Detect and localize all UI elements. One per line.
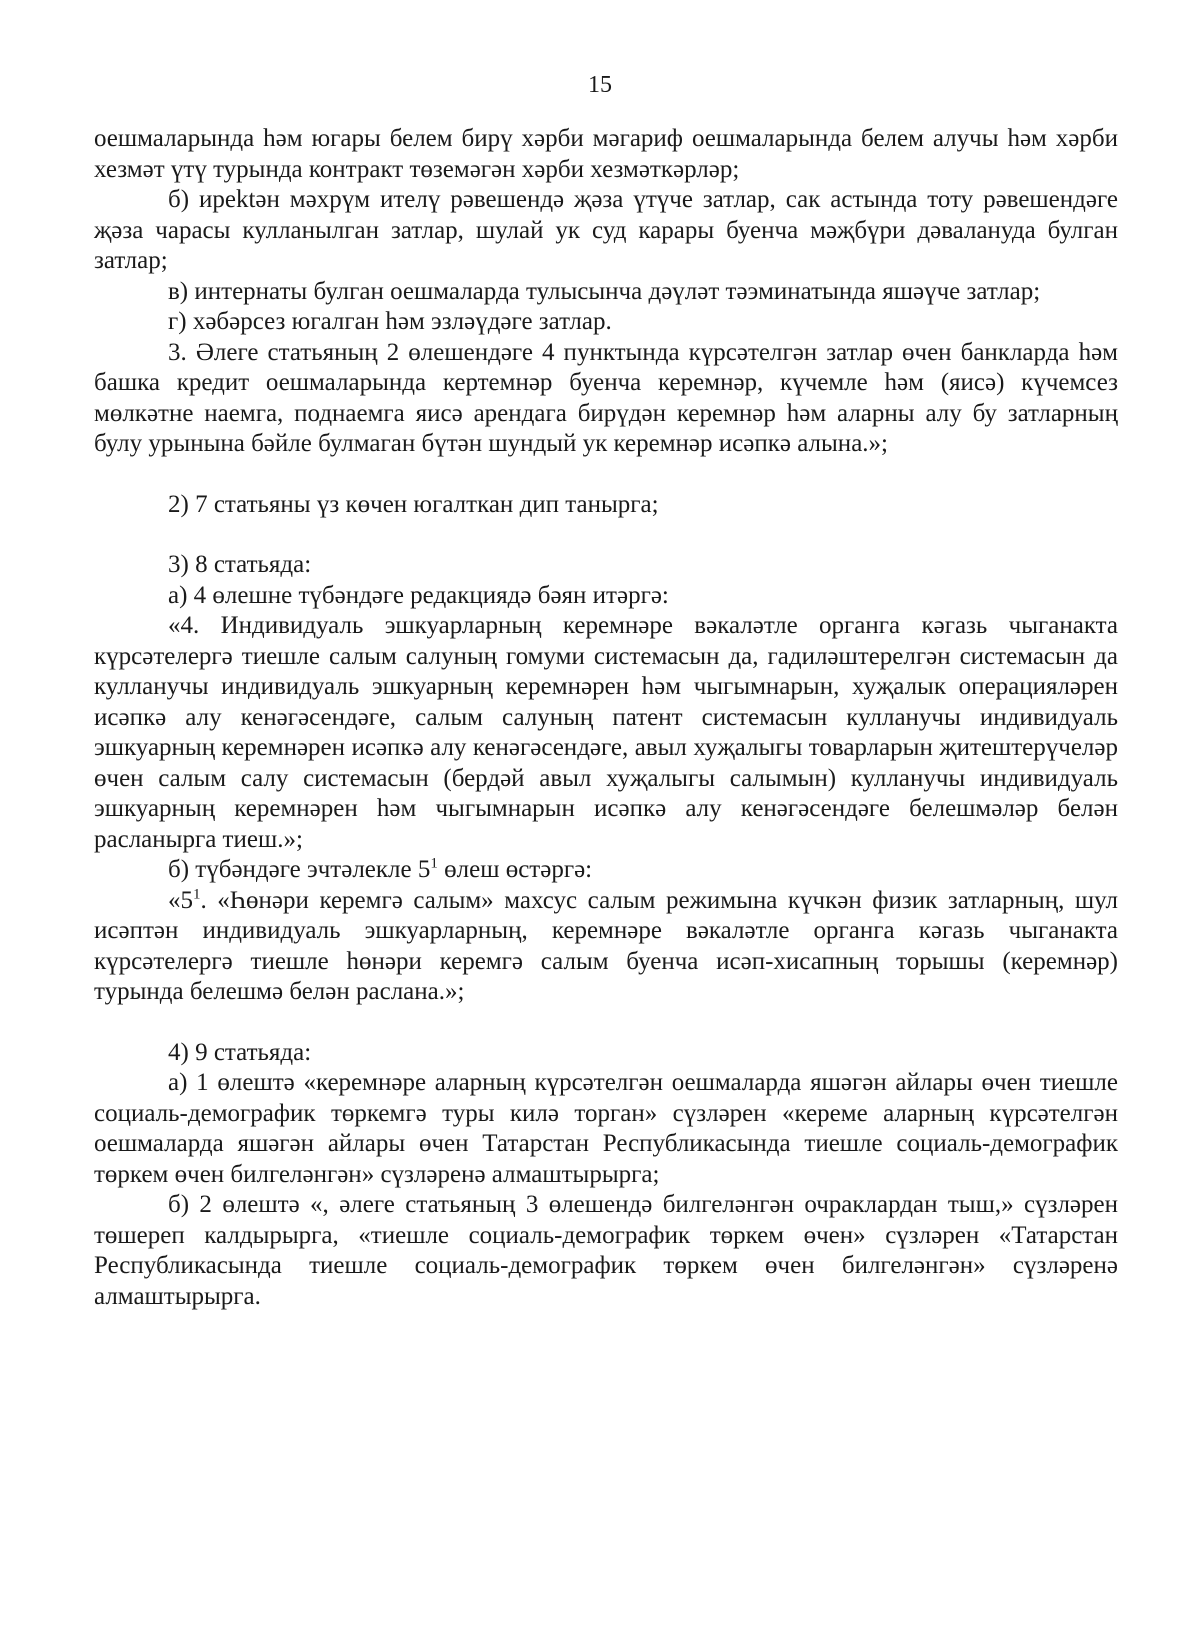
paragraph-quote-5-1 <box>94 886 1118 1008</box>
text-fragment: «5 <box>168 886 193 914</box>
paragraph-item-v: в) интернаты булган оешмаларда тулысынча дәүләт тәэминатында яшәүче затлар; <box>168 277 1041 305</box>
paragraph-item-b: б) ирektән мәхрүм ителү рәвешендә җәза үтүче затлар, сак астында тоту рәвешендәге җәза чарасы кулланылган затлар, шулай ук суд карары буенча мәҗбүри дәваланудa булган затлар; <box>94 186 1118 274</box>
paragraph-gap <box>94 460 1118 490</box>
paragraph-point-3: 3) 8 статьяда: <box>168 551 312 578</box>
text-fragment: өлеш өстәргә: <box>437 856 593 883</box>
superscript: 1 <box>430 855 438 872</box>
paragraph-gap <box>94 520 1118 550</box>
paragraph-point-2: 2) 7 статьяны үз көчен югалткан дип танырга; <box>168 490 659 518</box>
paragraph-quote-4: «4. Индивидуаль эшкуарларның керемнәре вәкаләтле органга кәгазь чыганакта күрсәтелергә тиешле салым салуның гомуми системасын да, гадиләштерелгән системасын да кулланучы индивидуаль эшкуарның керемнәрен һәм чыгымнарын, хуҗалык операцияләрен исәпкә алу кенәгәсендәге, салым салуның патент системасын кулланучы индивидуаль эшкуарның керемнәрен исәпкә алу кенәгәсендәге, авыл хуҗалыгы товарларын җитештерүчеләр өчен салым салу системасын (бердәй авыл хуҗалыгы салымын) кулланучы индивидуаль эшкуарның керемнәрен һәм чыгымнарын исәпкә алу кенәгәсендәге белешмәләр белән расланырга тиеш.»; <box>94 612 1118 853</box>
paragraph-sub-a: а) 4 өлешне түбәндәге редакциядә бәян итәргә: <box>168 581 669 609</box>
paragraph-continuation: оешмаларында һәм югары белем бирү хәрби мәгариф оешмаларында белем алучы һәм хәрби хезмәт үтү турында контракт төземәгән хәрби хезмәткәрләр; <box>94 125 1118 183</box>
page-number: 15 <box>588 72 612 98</box>
paragraph-point-4: 4) 9 статьяда: <box>168 1038 312 1066</box>
paragraph-sub-a-9: а) 1 өлештә «керемнәре аларның күрсәтелгән оешмаларда яшәгән айлары өчен тиешле социаль-демографик төркемгә туры килә торган» сүзләрен «кереме аларның күрсәтелгән оешмаларда яшәгән айлары өчен Татарстан Республикасында тиешле социаль-демографик төркем өчен билгеләнгән» сүзләренә алмаштырырга; <box>94 1069 1118 1188</box>
paragraph-item-g: г) хәбәрсез югалган һәм эзләүдәге затлар. <box>168 308 612 335</box>
paragraph-gap <box>94 1008 1118 1038</box>
paragraph-part-3: 3. Әлеге статьяның 2 өлешендәге 4 пунктында күрсәтелгән затлар өчен банкларда һәм башка кредит оешмаларында кертемнәр буенча керемнәр, күчемле һәм (яисә) күчемсез мөлкәтне наемга, поднаемга яисә арендага бирүдән керемнәр һәм аларны алу бу затларның булу урынына бәйле булмаган бүтән шундый ук керемнәр исәпкә алына.»; <box>94 338 1118 457</box>
text-fragment: . «Һөнәри керемгә салым» махсус салым режимына күчкән физик затларның, шул исәптән индивидуаль эшкуарларның, керемнәре вәкаләтле органга кәгазь чыганакта күрсәтелергә тиешле һөнәри керемгә салым буенча исәп-хисапның торышы (керемнәр) турында белешмә белән раслана.»; <box>94 886 1118 1005</box>
paragraph-sub-b <box>94 855 1118 886</box>
paragraph-sub-b-9: б) 2 өлештә «, әлеге статьяның 3 өлешендә билгеләнгән очраклардан тыш,» сүзләрен төшереп калдырырга, «тиешле социаль-демографик төркем өчен» сүзләрен «Татарстан Республикасында тиешле социаль-демографик төркем өчен билгеләнгән» сүзләренә алмаштырырга. <box>94 1191 1118 1310</box>
superscript: 1 <box>193 886 201 903</box>
text-fragment: б) түбәндәге эчтәлекле 5 <box>168 856 431 883</box>
document-body <box>94 124 1118 1312</box>
